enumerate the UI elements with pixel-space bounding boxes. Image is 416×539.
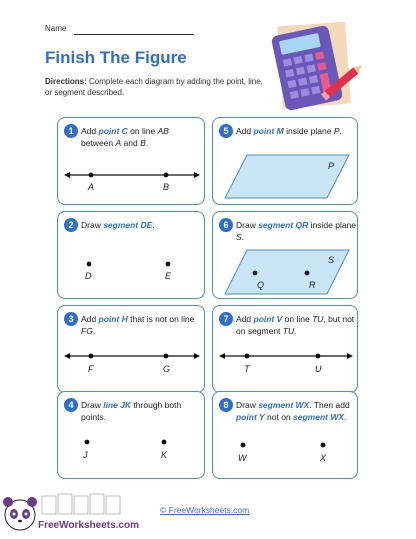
problem-instruction: Add point H that is not on line FG. xyxy=(81,314,195,336)
point-label: U xyxy=(315,364,322,374)
problem-card-5 xyxy=(212,117,358,205)
point-label: B xyxy=(163,182,170,192)
name-label: Name xyxy=(45,24,67,33)
point-label: K xyxy=(161,450,168,460)
freeworksheets-logo xyxy=(0,488,140,539)
directions-text: Complete each diagram by adding the point, line, or segment described. xyxy=(45,77,263,97)
point-label: X xyxy=(320,453,327,463)
problem-card-7 xyxy=(212,305,358,393)
problem-instruction: Draw segment WX. Then add point Y not on segment WX. xyxy=(236,400,350,422)
problem-instruction: Add point M inside plane P. xyxy=(236,126,342,136)
point-label: W xyxy=(238,453,247,463)
points-wx-figure xyxy=(213,392,359,480)
point-label: A xyxy=(88,182,95,192)
logo-text: FreeWorksheets.com xyxy=(38,520,139,531)
point-label: T xyxy=(244,364,250,374)
line-tu-figure xyxy=(213,306,359,394)
problem-instruction: Draw segment QR inside plane S. xyxy=(236,220,357,242)
point-label: F xyxy=(88,364,94,374)
line-ab-figure xyxy=(58,118,206,206)
problem-card-3 xyxy=(57,305,205,393)
problem-number: 1 xyxy=(64,124,78,138)
directions-label: Directions: xyxy=(45,77,87,86)
problem-card-2 xyxy=(57,211,205,299)
problem-number: 5 xyxy=(219,124,233,138)
point-label: Q xyxy=(257,280,265,290)
problem-instruction: Add point V on line TU, but not on segment TU. xyxy=(236,314,355,336)
point-label: G xyxy=(163,364,171,374)
panda-icon xyxy=(3,497,37,530)
problem-card-6 xyxy=(212,211,358,299)
problem-instruction: Draw line JK through both points. xyxy=(81,400,182,422)
problem-card-1 xyxy=(57,117,205,205)
footer-link[interactable]: © FreeWorksheets.com xyxy=(160,505,250,515)
directions xyxy=(45,76,270,98)
plane-s-figure xyxy=(213,212,359,300)
point-label: R xyxy=(309,280,316,290)
plane-label: S xyxy=(328,255,335,265)
page-title: Finish The Figure xyxy=(45,48,187,67)
points-de-figure xyxy=(58,212,206,300)
problem-number: 2 xyxy=(64,218,78,232)
points-jk-figure xyxy=(58,392,206,480)
problem-number: 4 xyxy=(64,398,78,412)
problem-card-4 xyxy=(57,391,205,479)
problem-number: 3 xyxy=(64,312,78,326)
problem-card-8 xyxy=(212,391,358,479)
point-label: D xyxy=(85,271,92,281)
problem-instruction: Add point C on line AB between A and B. xyxy=(81,126,169,148)
point-label: E xyxy=(165,271,172,281)
point-label: J xyxy=(83,450,88,460)
line-fg-figure xyxy=(58,306,206,394)
plane-p-figure xyxy=(213,118,359,206)
problem-instruction: Draw segment DE. xyxy=(81,220,155,230)
problem-number: 7 xyxy=(219,312,233,326)
calculator-illustration xyxy=(262,22,367,110)
name-line xyxy=(74,34,194,35)
plane-label: P xyxy=(328,161,335,171)
problem-number: 6 xyxy=(219,218,233,232)
problem-number: 8 xyxy=(219,398,233,412)
